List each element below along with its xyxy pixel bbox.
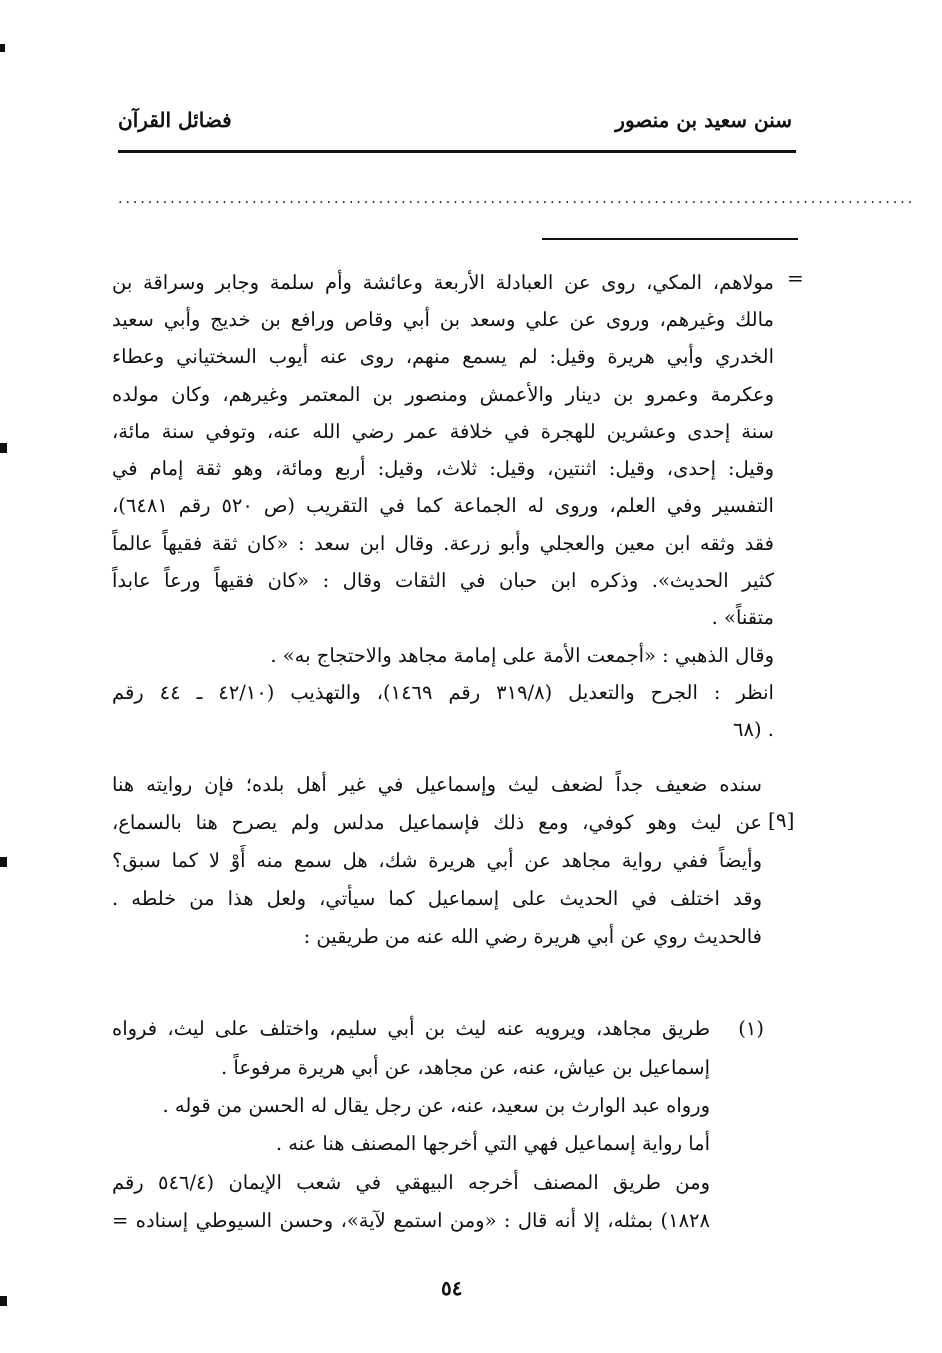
- running-header-section-title: فضائل القرآن: [118, 108, 232, 132]
- footnote-line: فقد وثقه ابن معين والعجلي وأبو زرعة. وقال ابن سعد : «كان ثقة فقيهاً عالماً: [112, 532, 774, 555]
- footnote-line: مولاهم، المكي، روى عن العبادلة الأربعة وعائشة وأم سلمة وجابر وسراقة بن: [112, 271, 774, 294]
- continuation-marker: =: [787, 266, 804, 290]
- note-line: وقد اختلف في الحديث على إسماعيل كما سيأتي، ولعل هذا من خلطه .: [112, 887, 762, 910]
- footnote-line: التفسير وفي العلم، وروى له الجماعة كما في التقريب (ص ٥٢٠ رقم ٦٤٨١)،: [112, 494, 774, 517]
- list-item-line: ومن طريق المصنف أخرجه البيهقي في شعب الإيمان (٥٤٦/٤ رقم: [112, 1171, 710, 1194]
- reference-line: انظر : الجرح والتعديل (٣١٩/٨ رقم ١٤٦٩)، والتهذيب (٤٢/١٠ ـ ٤٤ رقم: [112, 681, 774, 704]
- list-item-line: ١٨٢٨) بمثله، إلا أنه قال : «ومن استمع لآية»، وحسن السيوطي إسناده =: [112, 1209, 710, 1232]
- footnote-line: متقناً» .: [711, 606, 774, 629]
- running-header-book-title: سنن سعيد بن منصور: [615, 108, 792, 132]
- note-line: عن ليث وهو كوفي، ومع ذلك فإسماعيل مدلس ولم يصرح هنا بالسماع،: [112, 811, 762, 834]
- footnote-rule: [542, 238, 798, 240]
- list-item-number: (١): [738, 1017, 764, 1040]
- note-number: [٩]: [768, 808, 795, 832]
- footnote-line: سنة إحدى وعشرين للهجرة في خلافة عمر رضي الله عنه، وتوفي سنة مائة،: [112, 420, 774, 443]
- list-item-line: أما رواية إسماعيل فهي التي أخرجها المصنف هنا عنه .: [275, 1132, 710, 1155]
- footnote-line: مالك وغيرهم، وروى عن علي وسعد بن أبي وقاص ورافع بن خديج وأبي سعيد: [112, 308, 774, 331]
- note-line: فالحديث روي عن أبي هريرة رضي الله عنه من طريقين :: [303, 925, 762, 948]
- header-rule: [118, 150, 796, 153]
- note-line: وأيضاً ففي رواية مجاهد عن أبي هريرة شك، هل سمع منه أَوْ لا كما سبق؟: [112, 849, 762, 872]
- list-item-line: ورواه عبد الوارث بن سعيد، عنه، عن رجل يقال له الحسن من قوله .: [162, 1094, 710, 1117]
- scan-mark: [0, 857, 7, 867]
- scan-mark: [0, 44, 5, 52]
- footnote-line: الخدري وأبي هريرة وقيل: لم يسمع منهم، روى عنه أيوب السختياني وعطاء: [112, 345, 774, 368]
- separator-dots: ...........................................................................................................: [118, 191, 916, 207]
- list-item-line: طريق مجاهد، ويرويه عنه ليث بن أبي سليم، واختلف على ليث، فرواه: [112, 1017, 710, 1040]
- footnote-line: وقيل: إحدى، وقيل: اثنتين، وقيل: ثلاث، وقيل: أربع ومائة، وهو ثقة إمام في: [112, 457, 774, 480]
- reference-line: ٦٨) .: [733, 718, 774, 741]
- scan-mark: [0, 1296, 7, 1306]
- dhahabi-quote: وقال الذهبي : «أجمعت الأمة على إمامة مجاهد والاحتجاج به» .: [270, 644, 774, 667]
- scan-mark: [0, 443, 7, 453]
- footnote-line: وعكرمة وعمرو بن دينار والأعمش ومنصور بن المعتمر وغيرهم، وكان مولده: [112, 383, 774, 406]
- list-item-line: إسماعيل بن عياش، عنه، عن مجاهد، عن أبي هريرة مرفوعاً .: [220, 1056, 710, 1079]
- footnote-line: كثير الحديث». وذكره ابن حبان في الثقات وقال : «كان فقيهاً ورعاً عابداً: [112, 569, 774, 592]
- page-number: ٥٤: [441, 1276, 463, 1300]
- note-line: سنده ضعيف جداً لضعف ليث وإسماعيل في غير أهل بلده؛ فإن روايته هنا: [112, 773, 762, 796]
